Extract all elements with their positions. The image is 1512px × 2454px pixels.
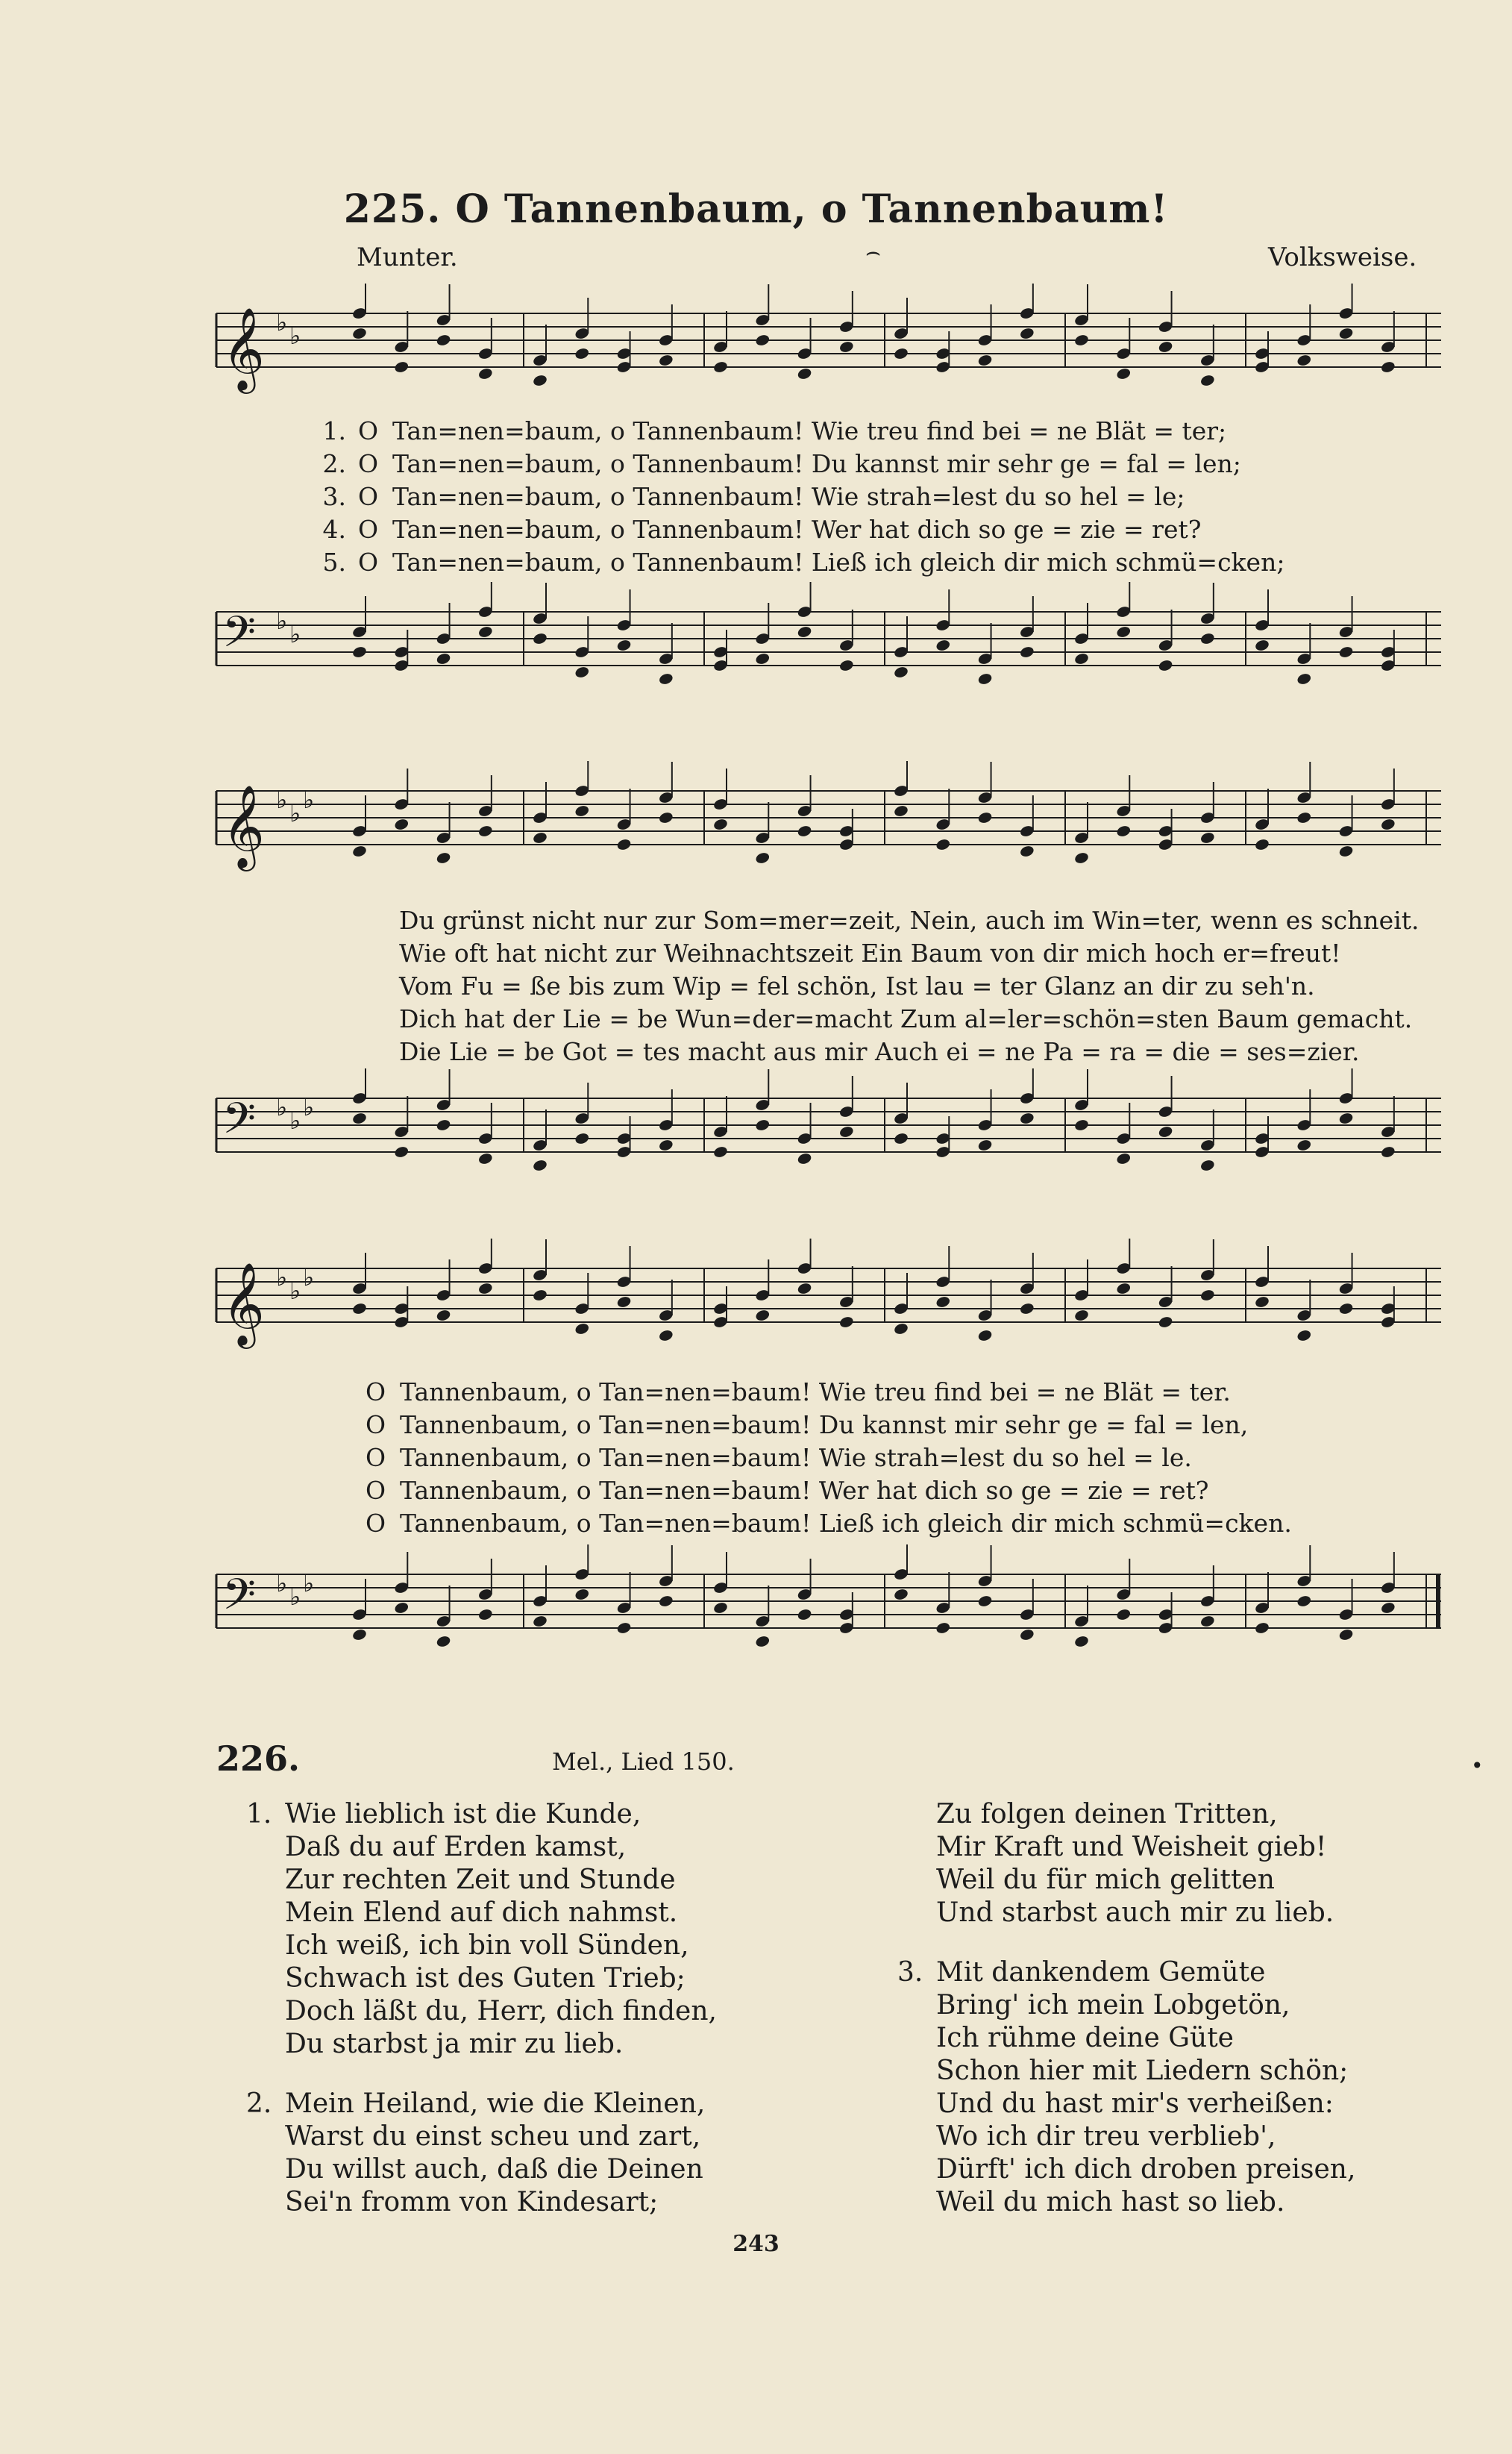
note-head (351, 1628, 367, 1641)
hymn-number-226: 226. (216, 1738, 301, 1779)
note-head (436, 1309, 451, 1322)
flat-icon: ♭ (303, 786, 315, 814)
stanza-line: Mein Elend auf dich nahmst. (285, 1897, 678, 1928)
note-head (436, 652, 451, 666)
verse-line: O Tannenbaum, o Tan=nen=baum! Wie strah=lest du so hel = le. (366, 1443, 1192, 1472)
note-head (574, 347, 590, 360)
note-head (351, 1302, 367, 1315)
note-head (658, 1594, 674, 1608)
note-head (1199, 374, 1215, 387)
note-head (477, 1608, 493, 1621)
note-head (797, 367, 812, 381)
music-system-2 (201, 761, 1449, 910)
note-head (1380, 360, 1396, 374)
flat-icon: ♭ (276, 308, 288, 337)
stanza-line: Doch läßt du, Herr, dich finden, (285, 1996, 717, 2026)
stanza-2-continued (936, 1798, 1355, 1929)
treble-clef-icon: 𝄞 (222, 784, 265, 868)
stanza-line: Schwach ist des Guten Trieb; (285, 1963, 686, 1994)
note-head (394, 1601, 410, 1615)
verse-line: Dich hat der Lie = be Wun=der=macht Zum al=ler=schön=sten Baum gemacht. (399, 1004, 1413, 1033)
note-head (797, 824, 812, 838)
note-head (1296, 672, 1312, 686)
music-system-3 (201, 1239, 1449, 1380)
stanza-line: Zur rechten Zeit und Stunde (285, 1865, 676, 1895)
note-head (893, 1588, 909, 1601)
stanza-2: 2. Mein Heiland, wie die Kleinen, Warst du einst scheu und zart, Du willst auch, daß die Deinen Sei'n fromm von Kindesart; (285, 2088, 717, 2219)
note-head (436, 851, 451, 865)
flat-icon: ♭ (289, 1583, 301, 1611)
note-head (977, 1329, 993, 1342)
note-head (935, 1621, 951, 1635)
note-head (616, 1295, 632, 1309)
note-head (1073, 652, 1089, 666)
note-head (658, 672, 674, 686)
note-head (838, 659, 854, 672)
note-head (977, 1594, 993, 1608)
note-head (1019, 1302, 1035, 1315)
note-head (1073, 334, 1089, 347)
note-head (838, 1125, 854, 1139)
verse-line: 3. O Tan=nen=baum, o Tannenbaum! Wie strah=lest du so hel = le; (322, 482, 1185, 511)
flat-icon: ♭ (289, 1277, 301, 1305)
note-head (797, 625, 812, 639)
note-head (532, 1615, 548, 1628)
bass-clef-icon: 𝄢 (222, 1569, 257, 1630)
note-head (532, 831, 548, 845)
note-head (1199, 1615, 1215, 1628)
note-head (394, 360, 410, 374)
note-head (1296, 354, 1312, 367)
bass-staff (201, 1068, 1449, 1233)
verse-line: 5. O Tan=nen=baum, o Tannenbaum! Ließ ich gleich dir mich schmü=cken; (322, 548, 1285, 577)
note-head (712, 360, 728, 374)
note-head (755, 334, 771, 347)
treble-staff (201, 1239, 1449, 1380)
verse-line: O Tannenbaum, o Tan=nen=baum! Wer hat dich so ge = zie = ret? (366, 1476, 1209, 1505)
verse-line: 1. O Tan=nen=baum, o Tannenbaum! Wie treu find bei = ne Blät = ter; (322, 416, 1227, 445)
note-head (838, 340, 854, 354)
note-head (616, 639, 632, 652)
note-head (755, 1118, 771, 1132)
note-head (1019, 1112, 1035, 1125)
note-head (1338, 1302, 1354, 1315)
note-head (1254, 639, 1270, 652)
note-head (658, 1329, 674, 1342)
note-head (1338, 1628, 1354, 1641)
note-head (977, 1139, 993, 1152)
stanza-line: Ich weiß, ich bin voll Sünden, (285, 1930, 689, 1961)
note-head (1158, 340, 1173, 354)
melody-reference: Mel., Lied 150. (552, 1747, 735, 1776)
note-head (1073, 1309, 1089, 1322)
music-system-1-bass (201, 582, 1449, 746)
note-head (1158, 659, 1173, 672)
flat-icon: ♭ (289, 322, 301, 350)
stanza-3: 3. Mit dankendem Gemüte Bring' ich mein Lobgetön, Ich rühme deine Güte Schon hier mit Liedern schön; Und du hast mir's verheißen: Wo ich dir treu verblieb', Dürft' ich dich droben preisen, Weil du mich hast so lieb. (897, 1957, 1356, 2217)
verse-line: Wie oft hat nicht zur Weihnachtszeit Ein Baum von dir mich hoch er=freut! (399, 939, 1341, 968)
note-head (1019, 845, 1035, 858)
note-head (712, 1601, 728, 1615)
note-head (1199, 1289, 1215, 1302)
stanza-line: Zu folgen deinen Tritten, (936, 1799, 1278, 1829)
note-head (1380, 1601, 1396, 1615)
flat-icon: ♭ (303, 1263, 315, 1292)
stanza-line: Wie lieblich ist die Kunde, (285, 1799, 641, 1829)
note-head (477, 1152, 493, 1165)
note-head (394, 818, 410, 831)
note-head (1199, 1159, 1215, 1172)
note-head (1296, 1329, 1312, 1342)
verse-line: O Tannenbaum, o Tan=nen=baum! Ließ ich gleich dir mich schmü=cken. (366, 1509, 1292, 1538)
note-head (351, 327, 367, 340)
note-head (755, 851, 771, 865)
note-head (1254, 1621, 1270, 1635)
page-number: 243 (733, 2231, 779, 2257)
verses-part-3 (366, 1376, 1292, 1540)
note-head (977, 811, 993, 824)
note-head (1338, 1112, 1354, 1125)
note-head (1158, 1125, 1173, 1139)
bass-clef-icon: 𝄢 (222, 1093, 257, 1154)
verse-line: Du grünst nicht nur zur Som=mer=zeit, Nein, auch im Win=ter, wenn es schneit. (399, 906, 1420, 935)
note-head (436, 334, 451, 347)
note-head (1116, 1282, 1132, 1295)
stanza-1: 1. Wie lieblich ist die Kunde, Daß du auf Erden kamst, Zur rechten Zeit und Stunde Mein Elend auf dich nahmst. Ich weiß, ich bin voll Sünden, Schwach ist des Guten Trieb; Doch läßt du, Herr, dich finden, Du starbst ja mir zu lieb. (246, 1799, 717, 2059)
melody-source: Volksweise. (1268, 242, 1417, 272)
note-head (1019, 327, 1035, 340)
bass-clef-icon: 𝄢 (222, 607, 257, 668)
note-head (755, 1309, 771, 1322)
note-head (935, 639, 951, 652)
note-head (574, 1588, 590, 1601)
stanza-line: Du willst auch, daß die Deinen (285, 2154, 703, 2185)
flat-icon: ♭ (289, 799, 301, 827)
stanza-line: Wo ich dir treu verblieb', (936, 2121, 1276, 2152)
verse-line: O Tannenbaum, o Tan=nen=baum! Du kannst mir sehr ge = fal = len, (366, 1410, 1249, 1439)
margin-dot: • (1471, 1753, 1484, 1778)
note-head (1073, 851, 1089, 865)
note-head (658, 354, 674, 367)
verse-line: Die Lie = be Got = tes macht aus mir Auch ei = ne Pa = ra = die = ses=zier. (399, 1037, 1360, 1066)
note-head (755, 652, 771, 666)
note-head (394, 1145, 410, 1159)
note-head (712, 1145, 728, 1159)
note-head (755, 1635, 771, 1648)
note-head (616, 1621, 632, 1635)
stanza-line: Warst du einst scheu und zart, (285, 2121, 701, 2152)
note-head (532, 1289, 548, 1302)
fermata-icon: ⌢ (865, 237, 882, 266)
flat-icon: ♭ (276, 1093, 288, 1121)
hymn-title (0, 187, 1512, 232)
note-head (1116, 1608, 1132, 1621)
note-head (574, 804, 590, 818)
note-head (658, 811, 674, 824)
note-head (1116, 625, 1132, 639)
treble-clef-icon: 𝄞 (222, 307, 265, 390)
note-head (616, 838, 632, 851)
note-head (797, 1282, 812, 1295)
treble-staff (201, 761, 1449, 910)
treble-clef-icon: 𝄞 (222, 1262, 265, 1345)
note-head (893, 347, 909, 360)
note-head (574, 666, 590, 679)
note-head (1338, 845, 1354, 858)
stanza-line: Weil du für mich gelitten (936, 1865, 1275, 1895)
note-head (1116, 367, 1132, 381)
note-head (1019, 645, 1035, 659)
note-head (1254, 838, 1270, 851)
note-head (797, 1608, 812, 1621)
note-head (351, 645, 367, 659)
flat-icon: ♭ (276, 607, 288, 635)
note-head (977, 672, 993, 686)
stanza-line: Mir Kraft und Weisheit gieb! (936, 1832, 1327, 1862)
stanza-line: Mein Heiland, wie die Kleinen, (285, 2088, 706, 2119)
stanza-line: Du starbst ja mir zu lieb. (285, 2029, 624, 2059)
note-head (1296, 1139, 1312, 1152)
bass-staff (201, 1544, 1449, 1709)
stanza-line: Sei'n fromm von Kindesart; (285, 2187, 659, 2217)
note-head (1338, 645, 1354, 659)
stanza-line: Und du hast mir's verheißen: (936, 2088, 1334, 2119)
verse-line: 4. O Tan=nen=baum, o Tannenbaum! Wer hat dich so ge = zie = ret? (322, 515, 1202, 544)
note-head (574, 1132, 590, 1145)
note-head (436, 1635, 451, 1648)
stanza-line: Dürft' ich dich droben preisen, (936, 2154, 1356, 2185)
stanza-line: Und starbst auch mir zu lieb. (936, 1897, 1334, 1928)
stanza-line: Mit dankendem Gemüte (936, 1957, 1266, 1988)
stanza-line: Daß du auf Erden kamst, (285, 1832, 627, 1862)
note-head (532, 1159, 548, 1172)
stanza-line: Bring' ich mein Lobgetön, (936, 1990, 1290, 2021)
treble-staff (201, 284, 1449, 418)
note-head (658, 1139, 674, 1152)
hymn2-left-column (246, 1798, 717, 2246)
flat-icon: ♭ (289, 620, 301, 648)
note-head (893, 666, 909, 679)
verse-line: Vom Fu = ße bis zum Wip = fel schön, Ist lau = ter Glanz an dir zu seh'n. (399, 971, 1315, 1001)
verse-line: 2. O Tan=nen=baum, o Tannenbaum! Du kannst mir sehr ge = fal = len; (322, 449, 1241, 478)
note-head (351, 1112, 367, 1125)
note-head (351, 845, 367, 858)
verse-line: O Tannenbaum, o Tan=nen=baum! Wie treu find bei = ne Blät = ter. (366, 1377, 1231, 1406)
note-head (574, 1322, 590, 1336)
note-head (532, 374, 548, 387)
hymn-number: 225. (343, 187, 442, 232)
note-head (1158, 1315, 1173, 1329)
music-system-2-bass (201, 1068, 1449, 1233)
hymn-title-text: O Tannenbaum, o Tannenbaum! (455, 187, 1169, 232)
note-head (477, 625, 493, 639)
stanza-line: Schon hier mit Liedern schön; (936, 2056, 1349, 2086)
note-head (477, 1282, 493, 1295)
note-head (935, 1295, 951, 1309)
note-head (1199, 831, 1215, 845)
note-head (1380, 818, 1396, 831)
note-head (1116, 1152, 1132, 1165)
flat-icon: ♭ (303, 1093, 315, 1121)
note-head (893, 1322, 909, 1336)
music-system-1 (201, 284, 1449, 418)
hymn2-right-column (897, 1798, 1356, 2246)
note-head (1199, 632, 1215, 645)
tempo-marking: Munter. (357, 242, 458, 272)
stanza-line: Ich rühme deine Güte (936, 2023, 1234, 2053)
music-system-3-bass (201, 1544, 1449, 1709)
note-head (893, 1132, 909, 1145)
note-head (1380, 1145, 1396, 1159)
verses-part-2 (399, 904, 1420, 1068)
note-head (935, 838, 951, 851)
note-head (477, 367, 493, 381)
flat-icon: ♭ (303, 1569, 315, 1597)
flat-icon: ♭ (276, 1263, 288, 1292)
note-head (477, 824, 493, 838)
stanza-line: Weil du mich hast so lieb. (936, 2187, 1285, 2217)
note-head (1254, 1295, 1270, 1309)
note-head (532, 632, 548, 645)
note-head (1338, 327, 1354, 340)
bass-staff (201, 582, 1449, 746)
flat-icon: ♭ (289, 1107, 301, 1135)
note-head (1116, 824, 1132, 838)
note-head (977, 354, 993, 367)
verses-part-1 (313, 415, 1284, 579)
note-head (797, 1152, 812, 1165)
note-head (1073, 1118, 1089, 1132)
note-head (1073, 1635, 1089, 1648)
flat-icon: ♭ (276, 786, 288, 814)
note-head (1296, 1594, 1312, 1608)
flat-icon: ♭ (276, 1569, 288, 1597)
note-head (893, 804, 909, 818)
note-head (1296, 811, 1312, 824)
note-head (838, 1315, 854, 1329)
note-head (436, 1118, 451, 1132)
note-head (712, 818, 728, 831)
note-head (1019, 1628, 1035, 1641)
